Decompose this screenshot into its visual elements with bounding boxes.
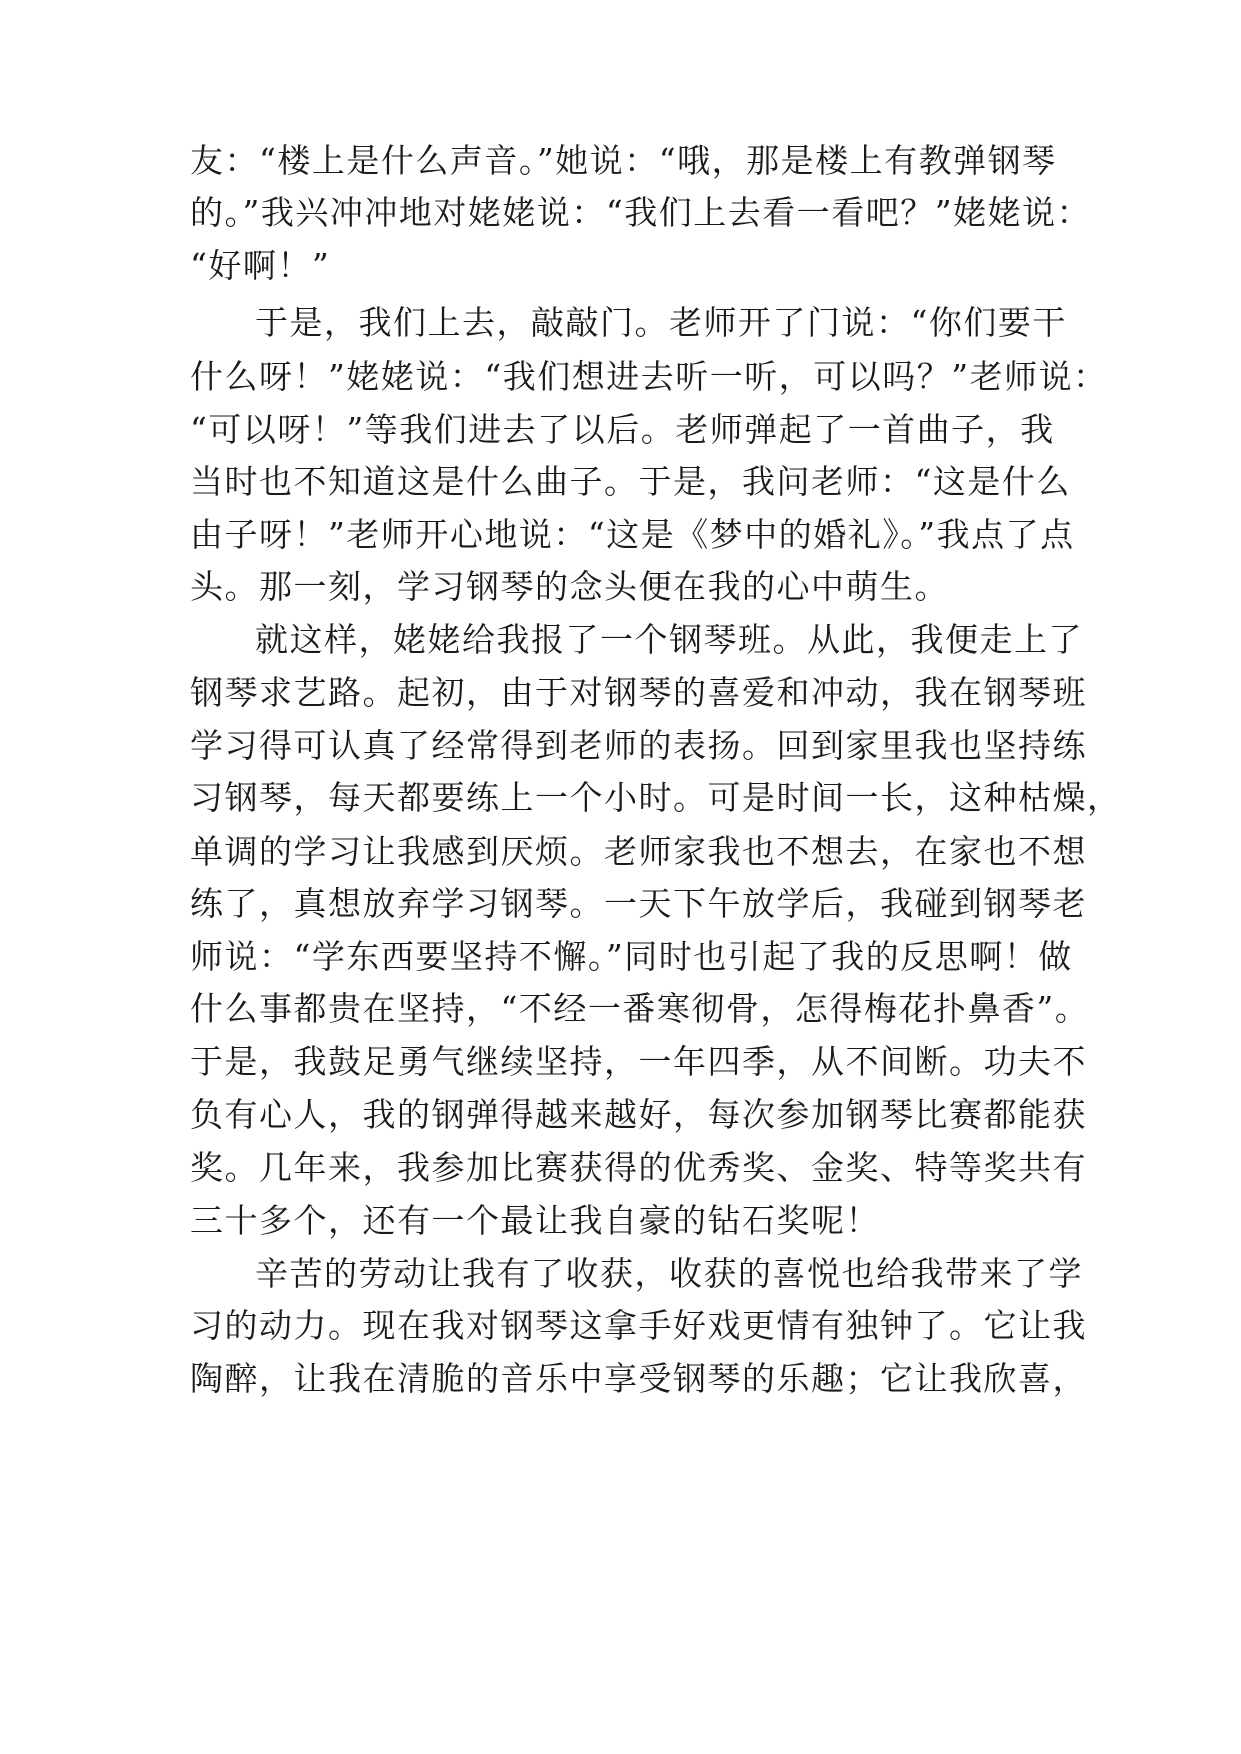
text-line: 友：“楼上是什么声音。”她说：“哦，那是楼上有教弹钢琴 [190, 141, 1057, 180]
text-line: 什么事都贵在坚持，“不经一番寒彻骨，怎得梅花扑鼻香”。 [190, 989, 1090, 1028]
paragraph-start-line: 辛苦的劳动让我有了收获，收获的喜悦也给我带来了学 [255, 1254, 1083, 1293]
text-line: 师说：“学东西要坚持不懈。”同时也引起了我的反思啊！做 [190, 937, 1073, 976]
paragraph-start-line: 于是，我们上去，敲敲门。老师开了门说：“你们要干 [255, 303, 1067, 342]
text-line: 头。那一刻，学习钢琴的念头便在我的心中萌生。 [190, 567, 949, 606]
text-line: 练了，真想放弃学习钢琴。一天下午放学后，我碰到钢琴老 [190, 884, 1087, 923]
text-line: 习的动力。现在我对钢琴这拿手好戏更情有独钟了。它让我 [190, 1306, 1087, 1345]
text-line: 的。”我兴冲冲地对姥姥说：“我们上去看一看吧？”姥姥说： [190, 193, 1092, 232]
text-line: 习钢琴，每天都要练上一个小时。可是时间一长，这种枯燥， [190, 778, 1122, 817]
paragraph-start-line: 就这样，姥姥给我报了一个钢琴班。从此，我便走上了 [255, 620, 1083, 659]
text-line: 由子呀！”老师开心地说：“这是《梦中的婚礼》。”我点了点 [190, 515, 1075, 554]
text-line: 陶醉，让我在清脆的音乐中享受钢琴的乐趣；它让我欣喜， [190, 1359, 1087, 1398]
text-line: 单调的学习让我感到厌烦。老师家我也不想去，在家也不想 [190, 832, 1087, 871]
text-line: 钢琴求艺路。起初，由于对钢琴的喜爱和冲动，我在钢琴班 [190, 673, 1087, 712]
text-line: 学习得可认真了经常得到老师的表扬。回到家里我也坚持练 [190, 726, 1087, 765]
text-line: “好啊！” [190, 246, 331, 285]
text-line: 当时也不知道这是什么曲子。于是，我问老师：“这是什么 [190, 462, 1071, 501]
text-line: 什么呀！”姥姥说：“我们想进去听一听，可以吗？”老师说： [190, 357, 1108, 396]
text-line: 三十多个，还有一个最让我自豪的钻石奖呢！ [190, 1201, 880, 1240]
text-line: 于是，我鼓足勇气继续坚持，一年四季，从不间断。功夫不 [190, 1042, 1087, 1081]
text-line: “可以呀！”等我们进去了以后。老师弹起了一首曲子，我 [190, 410, 1055, 449]
text-line: 负有心人，我的钢弹得越来越好，每次参加钢琴比赛都能获 [190, 1095, 1087, 1134]
text-line: 奖。几年来，我参加比赛获得的优秀奖、金奖、特等奖共有 [190, 1148, 1087, 1187]
